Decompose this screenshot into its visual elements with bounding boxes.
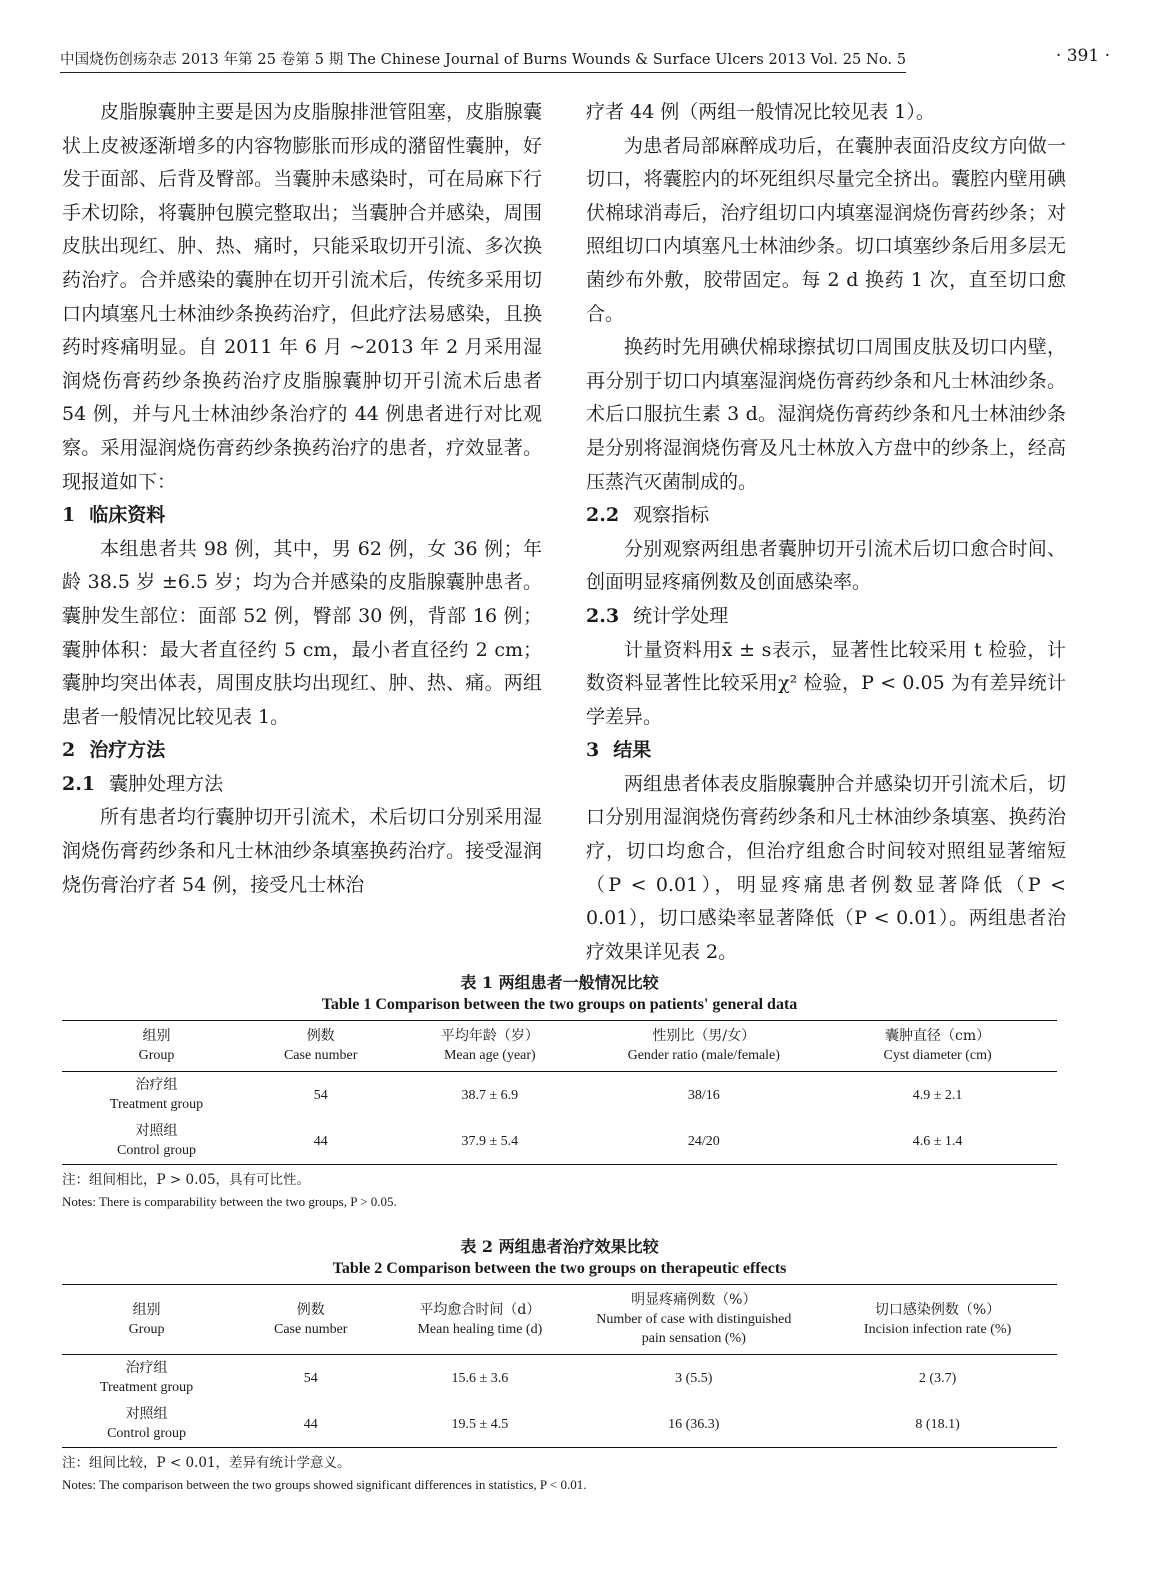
table-header-row xyxy=(62,1021,1057,1072)
infection-rate-cell: 8 (18.1) xyxy=(915,1416,960,1432)
section-number: 2.3 xyxy=(586,604,620,627)
intro-paragraph: 皮脂腺囊肿主要是因为皮脂腺排泄管阻塞，皮脂腺囊状上皮被逐渐增多的内容物膨胀而形成的潴留性囊肿，好发于面部、后背及臀部。当囊肿未感染时，可在局麻下行手术切除，将囊肿包膜完整取出；当囊肿合并感染，周围皮肤出现红、肿、热、痛时，只能采取切开引流、多次换药治疗。合并感染的囊肿在切开引流术后，传统多采用切口内填塞凡士林油纱条换药治疗，但此疗法易感染，且换药时疼痛明显。自 2011 年 6 月 ~2013 年 2 月采用湿润烧伤膏药纱条换药治疗皮脂腺囊肿切开引流术后患者 54 例，并与凡士林油纱条治疗的 44 例患者进行对比观察。采用湿润烧伤膏药纱条换药治疗的患者，疗效显著。现报道如下： xyxy=(62,101,542,493)
col-header-en: Gender ratio (male/female) xyxy=(627,1048,780,1063)
section-title: 治疗方法 xyxy=(89,739,166,762)
group-cell xyxy=(62,1118,251,1165)
group-en: Control group xyxy=(107,1426,187,1441)
page-number: · 391 · xyxy=(1055,46,1110,66)
table-1-note-cn: 注：组间相比，P > 0.05，具有可比性。 xyxy=(62,1172,311,1188)
mean-age-cell: 38.7 ± 6.9 xyxy=(461,1087,519,1103)
col-header xyxy=(818,1021,1057,1072)
section-title: 临床资料 xyxy=(89,504,166,527)
table-1-caption-cn: 表 1 两组患者一般情况比较 xyxy=(460,973,659,992)
col-header-en: Number of case with distinguished pain sensation (%) xyxy=(596,1312,792,1346)
table-1-caption-en: Table 1 Comparison between the two groups on patients' general data xyxy=(321,996,798,1013)
section-number: 2.2 xyxy=(586,504,620,527)
col-header-cn: 例数 xyxy=(296,1301,325,1318)
group-cell xyxy=(62,1072,251,1119)
table-1-note-en: Notes: There is comparability between the two groups, P > 0.05. xyxy=(62,1194,397,1209)
group-cell xyxy=(62,1355,231,1402)
table-2 xyxy=(62,1236,1057,1496)
section-3-heading xyxy=(586,734,1066,768)
mean-age-cell: 37.9 ± 5.4 xyxy=(461,1133,519,1149)
pain-cases-cell: 3 (5.5) xyxy=(675,1370,713,1386)
case-number-cell: 44 xyxy=(313,1133,328,1149)
table-2-caption-cn: 表 2 两组患者治疗效果比较 xyxy=(460,1237,659,1256)
section-number: 2 xyxy=(62,739,76,762)
cyst-diameter-cell: 4.9 ± 2.1 xyxy=(912,1087,963,1103)
clinical-data-paragraph: 本组患者共 98 例，其中，男 62 例，女 36 例；年龄 38.5 岁 ±6.5 岁；均为合并感染的皮脂腺囊肿患者。囊肿发生部位：面部 52 例，臀部 30 例，背部 16 例；囊肿体积：最大者直径约 5 cm，最小者直径约 2 cm；囊肿均突出体表，周围皮肤均出现红、肿、热、痛。两组患者一般情况比较见表 1。 xyxy=(62,537,542,728)
col-header-cn: 平均愈合时间（d） xyxy=(419,1301,541,1318)
col-header-cn: 组别 xyxy=(142,1028,171,1044)
case-number-cell: 54 xyxy=(303,1370,318,1386)
pain-cases-cell: 16 (36.3) xyxy=(668,1416,720,1432)
infection-rate-cell: 2 (3.7) xyxy=(918,1370,957,1386)
section-2-2-heading xyxy=(586,499,1066,533)
treatment-paragraph-cont: 疗者 44 例（两组一般情况比较见表 1）。 xyxy=(586,101,935,123)
col-header xyxy=(589,1021,818,1072)
col-header-cn: 组别 xyxy=(132,1301,161,1318)
col-header xyxy=(251,1021,390,1072)
col-header-cn: 囊肿直径（cm） xyxy=(885,1028,991,1044)
table-1 xyxy=(62,972,1057,1213)
col-header xyxy=(231,1285,390,1355)
group-en: Treatment group xyxy=(99,1380,194,1395)
group-cn: 治疗组 xyxy=(135,1077,178,1093)
col-header-en: Mean age (year) xyxy=(443,1048,536,1063)
group-en: Control group xyxy=(117,1143,196,1158)
col-header xyxy=(390,1285,569,1355)
table-2-caption-en: Table 2 Comparison between the two groups on therapeutic effects xyxy=(332,1260,787,1277)
healing-time-cell: 19.5 ± 4.5 xyxy=(451,1416,509,1432)
table-row xyxy=(62,1072,1057,1119)
section-number: 2.1 xyxy=(62,772,96,795)
results-paragraph: 两组患者体表皮脂腺囊肿合并感染切开引流术后，切口分别用湿润烧伤膏药纱条和凡士林油纱条填塞、换药治疗，切口均愈合，但治疗组愈合时间较对照组显著缩短（P < 0.01），明显疼痛患者例数显著降低（P < 0.01），切口感染率显著降低（P < 0.01）。两组患者治疗效果详见表 2。 xyxy=(586,772,1066,963)
table-row xyxy=(62,1401,1057,1448)
gender-ratio-cell: 24/20 xyxy=(687,1133,720,1149)
running-title: 中国烧伤创疡杂志 2013 年第 25 卷第 5 期 The Chinese Journal of Burns Wounds & Surface Ulcers 2013 Vol. 25 No. 5 xyxy=(60,48,906,73)
col-header-en: Incision infection rate (%) xyxy=(863,1321,1012,1337)
section-2-heading xyxy=(62,734,542,768)
left-column xyxy=(62,96,542,902)
healing-time-cell: 15.6 ± 3.6 xyxy=(451,1370,509,1386)
col-header xyxy=(62,1285,231,1355)
cyst-diameter-cell: 4.6 ± 1.4 xyxy=(912,1133,963,1149)
table-row xyxy=(62,1118,1057,1165)
group-cn: 对照组 xyxy=(125,1406,168,1422)
statistics-paragraph: 计量资料用x̄ ± s表示，显著性比较采用 t 检验，计数资料显著性比较采用χ² 检验，P < 0.05 为有差异统计学差异。 xyxy=(586,638,1066,728)
section-1-heading xyxy=(62,499,542,533)
col-header-cn: 明显疼痛例数（%） xyxy=(631,1292,757,1308)
section-2-1-heading xyxy=(62,768,542,802)
col-header-en: Group xyxy=(138,1048,175,1063)
col-header-en: Case number xyxy=(283,1048,358,1063)
indicators-paragraph: 分别观察两组患者囊肿切开引流术后切口愈合时间、创面明显疼痛例数及创面感染率。 xyxy=(586,537,1066,594)
group-cell xyxy=(62,1401,231,1448)
table-row xyxy=(62,1355,1057,1402)
table-header-row xyxy=(62,1285,1057,1355)
case-number-cell: 54 xyxy=(313,1087,328,1103)
col-header-cn: 切口感染例数（%） xyxy=(874,1301,1001,1318)
col-header-en: Cyst diameter (cm) xyxy=(883,1048,992,1063)
gender-ratio-cell: 38/16 xyxy=(687,1087,720,1103)
section-title: 结果 xyxy=(613,739,652,762)
col-header xyxy=(818,1285,1057,1355)
col-header-en: Case number xyxy=(273,1321,348,1337)
table-2-note-cn: 注：组间比较，P < 0.01，差异有统计学意义。 xyxy=(62,1455,351,1471)
group-cn: 对照组 xyxy=(135,1123,178,1139)
col-header-cn: 平均年龄（岁） xyxy=(440,1028,539,1044)
table-2-grid xyxy=(62,1284,1057,1448)
col-header-en: Group xyxy=(128,1321,165,1337)
treatment-paragraph: 所有患者均行囊肿切开引流术，术后切口分别采用湿润烧伤膏药纱条和凡士林油纱条填塞换药治疗。接受湿润烧伤膏治疗者 54 例，接受凡士林治 xyxy=(62,806,542,896)
col-header xyxy=(390,1021,589,1072)
procedure-paragraph: 为患者局部麻醉成功后，在囊肿表面沿皮纹方向做一切口，将囊腔内的坏死组织尽量完全挤出。囊腔内壁用碘伏棉球消毒后，治疗组切口内填塞湿润烧伤膏药纱条；对照组切口内填塞凡士林油纱条。切口填塞纱条后用多层无菌纱布外敷，胶带固定。每 2 d 换药 1 次，直至切口愈合。 xyxy=(586,134,1066,325)
col-header-cn: 性别比（男/女） xyxy=(652,1028,756,1044)
table-2-notes xyxy=(62,1452,1057,1496)
col-header xyxy=(569,1285,818,1355)
section-number: 1 xyxy=(62,504,76,527)
section-number: 3 xyxy=(586,739,600,762)
group-cn: 治疗组 xyxy=(125,1360,168,1376)
running-header xyxy=(60,48,1110,74)
col-header-en: Mean healing time (d) xyxy=(417,1321,543,1337)
table-1-notes xyxy=(62,1169,1057,1213)
table-2-note-en: Notes: The comparison between the two groups showed significant differences in statistics, P < 0.01. xyxy=(62,1477,587,1492)
table-1-grid xyxy=(62,1020,1057,1165)
section-2-3-heading xyxy=(586,600,1066,634)
group-en: Treatment group xyxy=(109,1097,204,1112)
dressing-paragraph: 换药时先用碘伏棉球擦拭切口周围皮肤及切口内壁，再分别于切口内填塞湿润烧伤膏药纱条和凡士林油纱条。术后口服抗生素 3 d。湿润烧伤膏药纱条和凡士林油纱条是分别将湿润烧伤膏及凡士林放入方盘中的纱条上，经高压蒸汽灭菌制成的。 xyxy=(586,336,1066,493)
col-header-cn: 例数 xyxy=(306,1028,335,1044)
section-title: 统计学处理 xyxy=(633,604,729,627)
case-number-cell: 44 xyxy=(303,1416,318,1432)
section-title: 囊肿处理方法 xyxy=(109,772,224,795)
col-header xyxy=(62,1021,251,1072)
section-title: 观察指标 xyxy=(633,504,710,527)
right-column xyxy=(586,96,1066,969)
